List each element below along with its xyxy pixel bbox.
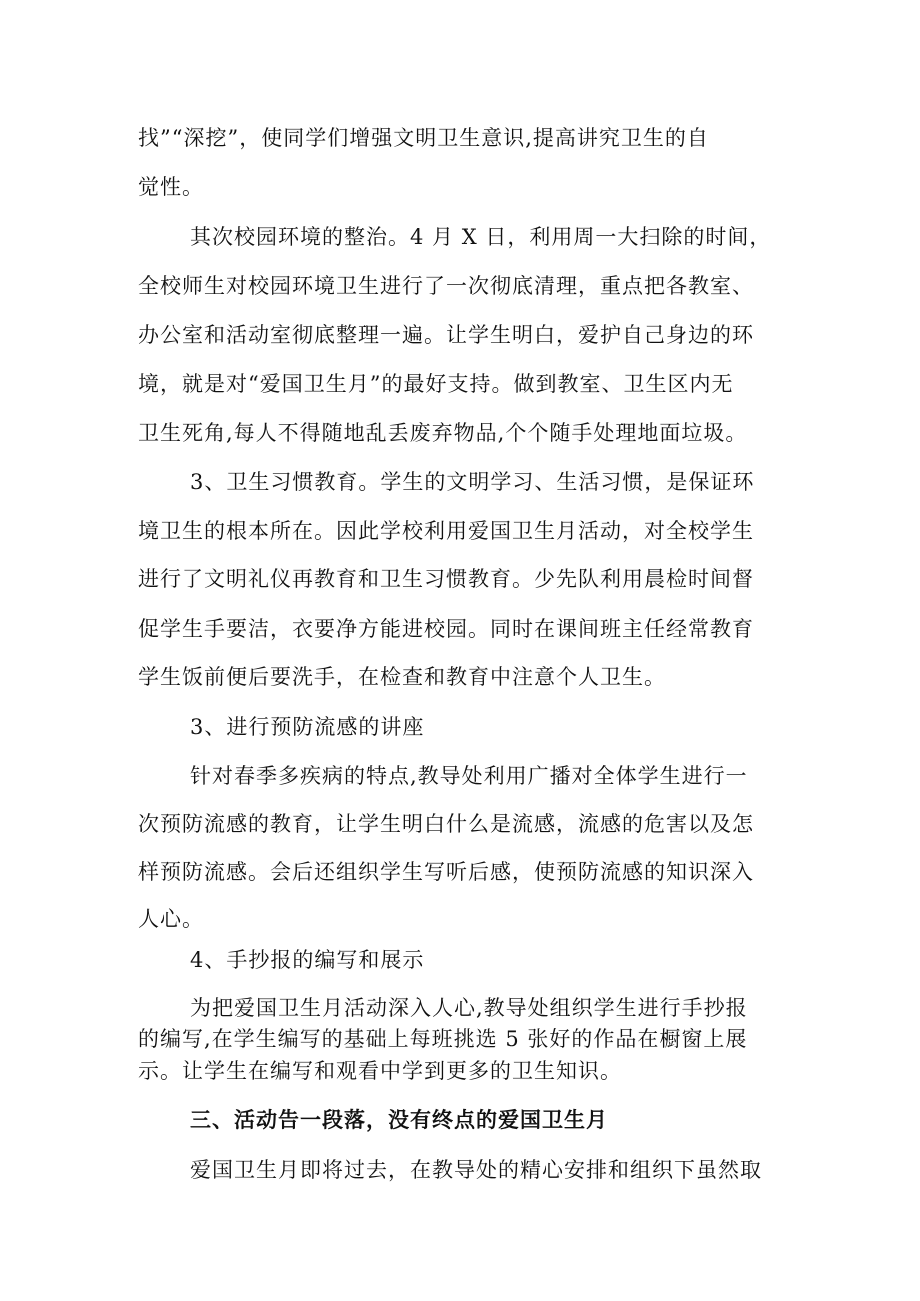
text-line: 爱国卫生月即将过去，在教导处的精心安排和组织下虽然取 xyxy=(190,1158,762,1182)
text-line: 针对春季多疾病的特点,教导处利用广播对全体学生进行一 xyxy=(190,764,748,788)
text-line: 学生饭前便后要洗手，在检查和教育中注意个人卫生。 xyxy=(138,665,666,689)
section-heading: 三、活动告一段落，没有终点的爱国卫生月 xyxy=(190,1108,608,1132)
text-line: 促学生手要洁，衣要净方能进校园。同时在课间班主任经常教育 xyxy=(138,617,754,641)
text-line: 人心。 xyxy=(138,907,204,931)
text-line: 3、卫生习惯教育。学生的文明学习、生活习惯，是保证环 xyxy=(190,470,755,494)
text-line: 境卫生的根本所在。因此学校利用爱国卫生月活动，对全校学生 xyxy=(138,519,754,543)
text-line: 为把爱国卫生月活动深入人心,教导处组织学生进行手抄报 xyxy=(190,996,748,1020)
section-subheading: 4、手抄报的编写和展示 xyxy=(190,948,425,972)
text-line: 境，就是对“爱国卫生月”的最好支持。做到教室、卫生区内无 xyxy=(138,372,734,396)
section-subheading: 3、进行预防流感的讲座 xyxy=(190,715,425,739)
text-line: 找”“深挖”，使同学们增强文明卫生意识,提高讲究卫生的自 xyxy=(138,126,709,150)
text-line: 示。让学生在编写和观看中学到更多的卫生知识。 xyxy=(138,1059,622,1083)
text-line: 的编写,在学生编写的基础上每班挑选 5 张好的作品在橱窗上展 xyxy=(138,1027,748,1051)
text-line: 其次校园环境的整治。4 月 X 日，利用周一大扫除的时间， xyxy=(190,225,772,249)
text-line: 次预防流感的教育，让学生明白什么是流感，流感的危害以及怎 xyxy=(138,812,754,836)
text-line: 卫生死角,每人不得随地乱丢废弃物品,个个随手处理地面垃圾。 xyxy=(138,421,748,445)
text-line: 全校师生对校园环境卫生进行了一次彻底清理，重点把各教室、 xyxy=(138,274,754,298)
text-line: 办公室和活动室彻底整理一遍。让学生明白，爱护自己身边的环 xyxy=(138,323,754,347)
text-line: 觉性。 xyxy=(138,175,204,199)
text-line: 样预防流感。会后还组织学生写听后感，使预防流感的知识深入 xyxy=(138,860,754,884)
text-line: 进行了文明礼仪再教育和卫生习惯教育。少先队利用晨检时间督 xyxy=(138,567,754,591)
